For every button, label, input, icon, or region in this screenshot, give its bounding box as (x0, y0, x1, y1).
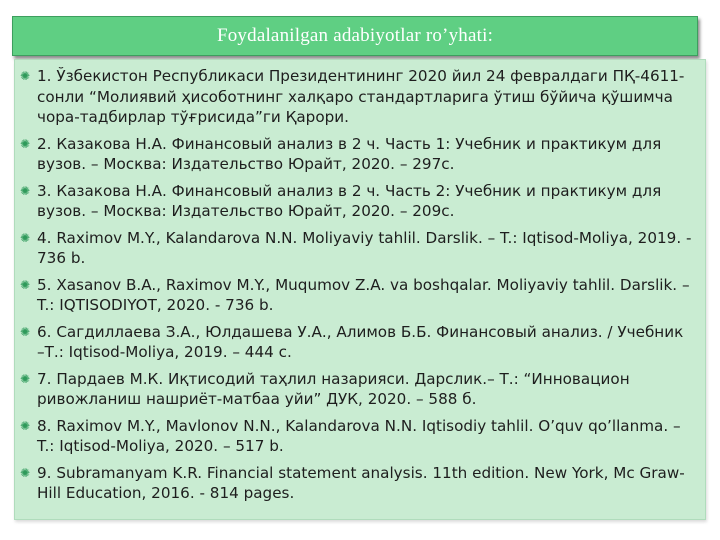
bullet-icon: ✺ (20, 230, 31, 245)
bullet-icon: ✺ (20, 277, 31, 292)
list-item (15, 134, 695, 175)
bullet-icon: ✺ (20, 465, 31, 480)
bullet-icon: ✺ (20, 324, 31, 339)
reference-text: 2. Казакова Н.А. Финансовый анализ в 2 ч. Часть 1: Учебник и практикум для вузов. – Москва: Издательство Юрайт, 2020. – 297с. (37, 134, 662, 173)
bullet-icon: ✺ (20, 69, 31, 83)
reference-list (15, 60, 705, 504)
reference-text: 6. Сагдиллаева З.А., Юлдашева У.А., Алимов Б.Б. Финансовый анализ. / Учебник –Т.: Iqtisod-Moliya, 2019. – 444 с. (37, 322, 684, 361)
list-item (15, 322, 695, 363)
content-box (14, 59, 706, 520)
list-item (15, 416, 695, 457)
title-bar (12, 16, 698, 56)
list-item (15, 369, 695, 410)
reference-text: 1. Ўзбекистон Республикаси Президентининг 2020 йил 24 февралдаги ПҚ-4611-сонли “Молиявий ҳисоботнинг халқаро стандартларига ўтиш бўйича қўшимча чора-тадбирлар тўғрисида”ги Қарори. (37, 67, 685, 126)
list-item (15, 66, 695, 128)
list-item (15, 463, 695, 504)
reference-text: 9. Subramanyam K.R. Financial statement analysis. 11th edition. New York, Mc Graw-Hill Education, 2016. - 814 pages. (37, 463, 685, 502)
slide-title: Foydalanilgan adabiyotlar ro’yhati: (216, 25, 494, 46)
bullet-icon: ✺ (20, 371, 31, 386)
bullet-icon: ✺ (20, 183, 31, 198)
list-item (15, 181, 695, 222)
list-item (15, 275, 695, 316)
bullet-icon: ✺ (20, 418, 31, 433)
bullet-icon: ✺ (20, 136, 31, 151)
reference-text: 4. Raximov M.Y., Kalandarova N.N. Moliyaviy tahlil. Darslik. – T.: Iqtisod-Moliya, 2019. - 736 b. (37, 228, 692, 267)
list-item (15, 228, 695, 269)
reference-text: 8. Raximov M.Y., Mavlonov N.N., Kalandarova N.N. Iqtisodiy tahlil. O’quv qo’llanma. – T.: Iqtisod-Moliya, 2020. – 517 b. (37, 416, 681, 455)
reference-text: 3. Казакова Н.А. Финансовый анализ в 2 ч. Часть 2: Учебник и практикум для вузов. – Москва: Издательство Юрайт, 2020. – 209с. (37, 181, 662, 220)
reference-text: 7. Пардаев М.К. Иқтисодий таҳлил назарияси. Дарслик.– Т.: “Инновацион ривожланиш нашриёт-матбаа уйи” ДУК, 2020. – 588 б. (37, 369, 630, 408)
reference-text: 5. Xasanov B.A., Raximov M.Y., Muqumov Z.A. va boshqalar. Moliyaviy tahlil. Darslik. – T.: IQTISODIYOT, 2020. - 736 b. (37, 275, 690, 314)
